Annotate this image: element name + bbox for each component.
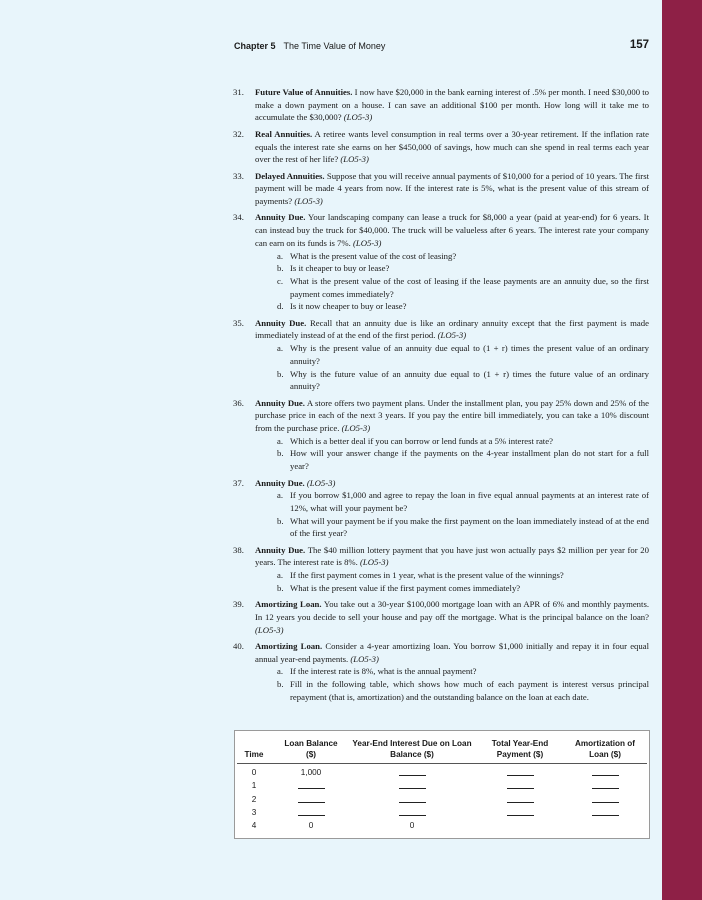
- problem-item: [233, 317, 649, 393]
- answer-blank: [481, 780, 559, 791]
- blank-line: [399, 780, 426, 789]
- problem-item: [233, 128, 649, 166]
- problem-number: 32.: [233, 128, 244, 139]
- header-rule: [237, 763, 647, 764]
- blank-line: [592, 767, 619, 776]
- chapter-label: Chapter 5: [234, 41, 276, 51]
- sub-label: c.: [277, 275, 284, 286]
- answer-blank: [280, 780, 342, 791]
- blank-line: [592, 794, 619, 803]
- problem-item: [233, 544, 649, 595]
- sub-question: [255, 489, 649, 514]
- problem-title: Annuity Due.: [255, 212, 306, 223]
- sub-text: How will your answer change if the payments on the 4-year installment plan do not start for a full year?: [290, 448, 649, 472]
- time-cell: 1: [251, 781, 257, 791]
- blank-line: [298, 780, 325, 789]
- sub-label: b.: [277, 448, 284, 459]
- problem-title: Annuity Due.: [255, 397, 305, 408]
- sub-label: a.: [277, 490, 284, 501]
- sub-text: If the first payment comes in 1 year, what is the present value of the winnings?: [290, 570, 564, 581]
- answer-blank: [481, 767, 559, 778]
- col-header-interest-due: Year-End Interest Due on Loan Balance ($): [352, 739, 472, 759]
- problem-text: You take out a 30-year $100,000 mortgage loan with an APR of 6% and monthly payments. In 12 years you decide to sell your house and pay off the mortgage. What is the principal balance on the loan?: [255, 599, 649, 622]
- problem-number: 40.: [233, 641, 244, 652]
- sub-text: If the interest rate is 8%, what is the annual payment?: [290, 666, 477, 677]
- sub-question: [255, 582, 649, 595]
- learning-objective: (LO5-3): [360, 557, 389, 568]
- problem-number: 38.: [233, 544, 244, 555]
- problem-title: Amortizing Loan.: [255, 641, 323, 652]
- sub-label: a.: [277, 343, 284, 354]
- time-cell: 4: [251, 821, 257, 831]
- sub-label: a.: [277, 570, 284, 581]
- problem-number: 33.: [233, 170, 244, 181]
- learning-objective: (LO5-3): [340, 154, 369, 165]
- answer-blank: [481, 794, 559, 805]
- chapter-title: The Time Value of Money: [283, 41, 386, 51]
- learning-objective: (LO5-3): [306, 477, 336, 488]
- sub-question: [255, 275, 649, 300]
- problem-number: 35.: [233, 317, 244, 328]
- sub-text: Which is a better deal if you can borrow or lend funds at a 5% interest rate?: [290, 435, 553, 446]
- blank-line: [592, 807, 619, 816]
- problem-text: The $40 million lottery payment that you have just won actually pays $2 million per year for 20 years. The interest rate is 8%.: [255, 544, 649, 568]
- sub-text: Fill in the following table, which shows how much of each payment is interest versus principal repayment (that is, amortization) and the outstanding balance on the loan at each date.: [290, 679, 649, 702]
- problem-item: [233, 598, 649, 636]
- problem-item: [233, 211, 649, 313]
- answer-blank: [280, 807, 342, 818]
- problem-title: Annuity Due.: [255, 544, 306, 555]
- time-cell: 0: [251, 768, 257, 777]
- table-cell: 0: [409, 821, 415, 831]
- table-cell: [565, 820, 645, 831]
- answer-blank: [350, 767, 474, 778]
- sub-text: Is it now cheaper to buy or lease?: [290, 301, 407, 312]
- sub-text: Is it cheaper to buy or lease?: [290, 263, 390, 274]
- problem-title: Delayed Annuities.: [255, 170, 325, 181]
- answer-blank: [565, 794, 645, 805]
- problem-item: [233, 477, 649, 541]
- sub-label: b.: [277, 582, 284, 593]
- table-cell: 0: [308, 821, 314, 831]
- problem-title: Real Annuities.: [255, 128, 313, 139]
- running-head: [234, 41, 385, 51]
- answer-blank: [350, 794, 474, 805]
- problem-number: 31.: [233, 87, 244, 97]
- problem-text: I now have $20,000 in the bank earning interest of .5% per month. I need $30,000 to make a down payment on a house. I can save an additional $100 per month. How long will it take me to accumulate the $30,000?: [255, 87, 649, 123]
- blank-line: [399, 794, 426, 803]
- problem-number: 34.: [233, 212, 244, 223]
- problem-list: [233, 86, 649, 707]
- chapter-color-band: [662, 0, 702, 900]
- problem-number: 36.: [233, 397, 244, 408]
- sub-label: a.: [277, 666, 284, 677]
- learning-objective: (LO5-3): [294, 196, 323, 206]
- problem-item: [233, 397, 649, 473]
- col-header-time: Time: [244, 750, 264, 759]
- blank-line: [507, 780, 534, 789]
- answer-blank: [565, 807, 645, 818]
- answer-blank: [565, 780, 645, 791]
- sub-text: What is the present value if the first payment comes immediately?: [290, 582, 521, 593]
- answer-blank: [350, 807, 474, 818]
- col-header-amortization: Amortization of Loan ($): [574, 739, 636, 759]
- sub-label: b.: [277, 515, 284, 526]
- table-cell: [481, 820, 559, 831]
- sub-text: If you borrow $1,000 and agree to repay the loan in five equal annual payments at an interest rate of 12%, what will your payment be?: [290, 490, 649, 513]
- sub-label: a.: [277, 435, 284, 446]
- sub-text: What is the present value of the cost of leasing if the lease payments are an annuity due, so the first payment comes immediately?: [290, 275, 649, 299]
- sub-question: [255, 678, 649, 703]
- sub-question: [255, 435, 649, 448]
- problem-item: [233, 640, 649, 704]
- sub-question: [255, 569, 649, 582]
- blank-line: [592, 780, 619, 789]
- problem-text: Consider a 4-year amortizing loan. You borrow $1,000 initially and repay it in four equal annual year-end payments.: [255, 641, 650, 664]
- problem-item: [233, 170, 649, 208]
- blank-line: [298, 807, 325, 816]
- page-number: 157: [629, 39, 649, 51]
- blank-line: [507, 807, 534, 816]
- sub-label: b.: [277, 679, 284, 690]
- answer-blank: [565, 767, 645, 778]
- problem-text: A store offers two payment plans. Under the installment plan, you pay 25% down and 25% of the purchase price in each of the next 3 years. If you pay the entire bill immediately, you can take a 10% discount from the purchase price.: [255, 397, 649, 434]
- blank-line: [507, 767, 534, 776]
- table-cell: 1,000: [300, 768, 322, 777]
- sub-question: [255, 342, 649, 367]
- sub-question: [255, 515, 649, 540]
- blank-line: [399, 767, 426, 776]
- sub-text: Why is the present value of an annuity due equal to (1 + r) times the present value of an ordinary annuity?: [290, 343, 649, 366]
- amortization-table: [234, 730, 650, 839]
- sub-label: d.: [277, 301, 284, 312]
- problem-text: Your landscaping company can lease a truck for $8,000 a year (paid at year-end) for 6 years. It can instead buy the truck for $40,000. The truck will be valueless after 6 years. The interest rate your company can earn on its funds is 7%.: [255, 212, 649, 248]
- sub-question: [255, 262, 649, 275]
- sub-label: b.: [277, 263, 284, 274]
- learning-objective: (LO5-3): [350, 653, 379, 664]
- sub-label: a.: [277, 250, 284, 261]
- problem-text: Recall that an annuity due is like an ordinary annuity except that the first payment is made immediately instead of at the end of the first period.: [255, 317, 649, 341]
- problem-text: Suppose that you will receive annual payments of $10,000 for a period of 10 years. The first payment will be made 4 years from now. If the interest rate is 5%, what is the present value of this stream of payments?: [255, 170, 649, 206]
- problem-title: Amortizing Loan.: [255, 599, 322, 610]
- learning-objective: (LO5-3): [352, 237, 382, 248]
- problem-text: A retiree wants level consumption in real terms over a 30-year retirement. If the inflation rate equals the interest rate she earns on her $450,000 of savings, how much can she spend in real terms each year over the rest of her life?: [255, 128, 649, 165]
- answer-blank: [481, 807, 559, 818]
- blank-line: [298, 794, 325, 803]
- sub-question: [255, 300, 649, 313]
- learning-objective: (LO5-3): [255, 624, 284, 635]
- page-header: [234, 39, 649, 55]
- blank-line: [507, 794, 534, 803]
- problem-title: Future Value of Annuities.: [255, 87, 353, 97]
- problem-number: 37.: [233, 477, 244, 488]
- sub-question: [255, 447, 649, 472]
- answer-blank: [350, 780, 474, 791]
- sub-question: [255, 665, 649, 678]
- sub-label: b.: [277, 368, 284, 379]
- learning-objective: (LO5-3): [437, 330, 467, 341]
- learning-objective: (LO5-3): [341, 423, 371, 434]
- col-header-total-payment: Total Year-End Payment ($): [491, 739, 549, 759]
- sub-question: [255, 250, 649, 263]
- blank-line: [399, 807, 426, 816]
- time-cell: 2: [251, 794, 257, 804]
- problem-title: Annuity Due.: [255, 477, 305, 488]
- sub-text: What will your payment be if you make the first payment on the loan immediately instead of at the end of the first year?: [290, 515, 649, 539]
- sub-text: What is the present value of the cost of leasing?: [290, 250, 457, 261]
- problem-item: [233, 86, 649, 124]
- sub-text: Why is the future value of an annuity due equal to (1 + r) times the future value of an ordinary annuity?: [290, 368, 649, 392]
- problem-title: Annuity Due.: [255, 317, 307, 328]
- learning-objective: (LO5-3): [343, 112, 373, 123]
- answer-blank: [280, 794, 342, 805]
- problem-number: 39.: [233, 599, 244, 610]
- time-cell: 3: [251, 807, 257, 817]
- sub-question: [255, 368, 649, 393]
- col-header-loan-balance: Loan Balance ($): [284, 739, 338, 759]
